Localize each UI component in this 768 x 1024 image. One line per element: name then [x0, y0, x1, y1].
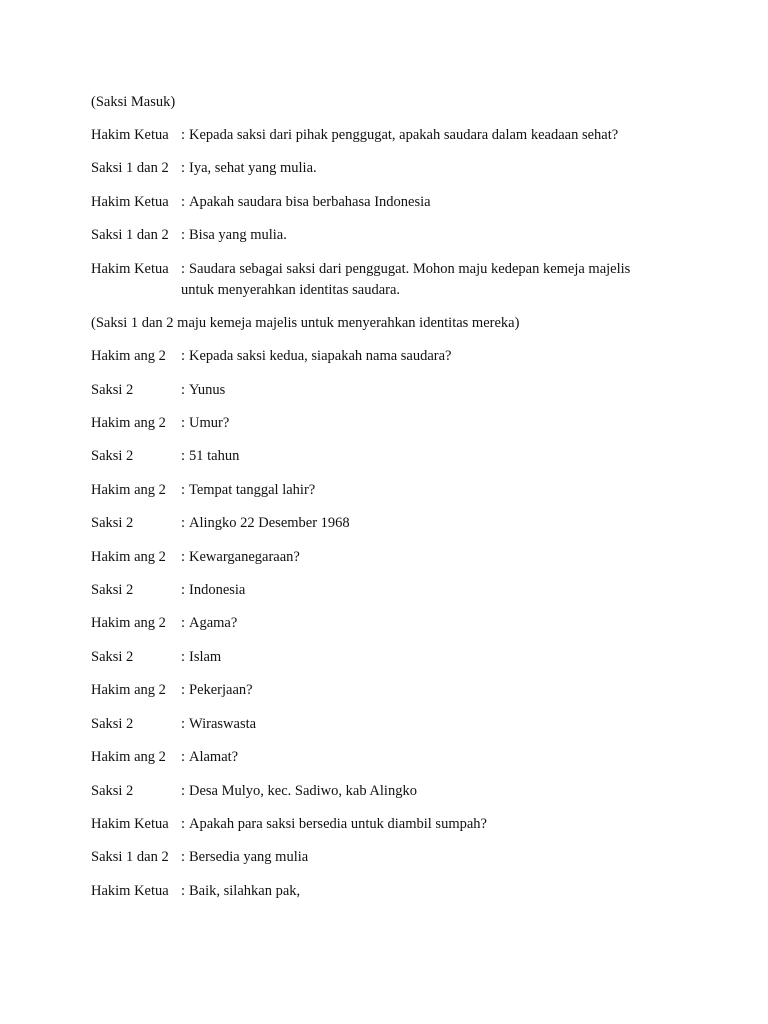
speaker-label: Hakim Ketua: [91, 883, 169, 899]
speaker-label: Saksi 2: [91, 515, 134, 531]
speaker-label: Hakim Ketua: [91, 127, 169, 143]
speaker-label: Saksi 1 dan 2: [91, 227, 169, 243]
speaker-label: Hakim ang 2: [91, 549, 166, 565]
utterance-text: Kepada saksi kedua, siapakah nama saudara?: [189, 348, 452, 364]
separator-colon: :: [181, 515, 186, 531]
speaker-label: Hakim Ketua: [91, 261, 169, 277]
separator-colon: :: [181, 348, 186, 364]
separator-colon: :: [181, 160, 186, 176]
separator-colon: :: [181, 615, 186, 631]
utterance-text: Baik, silahkan pak,: [189, 883, 301, 899]
speaker-label: Saksi 2: [91, 582, 134, 598]
separator-colon: :: [181, 783, 186, 799]
speaker-label: Saksi 2: [91, 382, 134, 398]
separator-colon: :: [181, 549, 186, 565]
separator-colon: :: [181, 716, 186, 732]
utterance-text: Bersedia yang mulia: [189, 849, 309, 865]
utterance-text: Indonesia: [189, 582, 246, 598]
speaker-label: Saksi 2: [91, 649, 134, 665]
speaker-label: Hakim ang 2: [91, 749, 166, 765]
separator-colon: :: [181, 482, 186, 498]
utterance-text: Kewarganegaraan?: [189, 549, 300, 565]
utterance-text: Islam: [189, 649, 222, 665]
separator-colon: :: [181, 227, 186, 243]
utterance-text: Apakah para saksi bersedia untuk diambil sumpah?: [189, 816, 487, 832]
separator-colon: :: [181, 261, 186, 277]
speaker-label: Hakim ang 2: [91, 615, 166, 631]
speaker-label: Saksi 2: [91, 716, 134, 732]
speaker-label: Saksi 2: [91, 783, 134, 799]
utterance-text: Agama?: [189, 615, 238, 631]
utterance-text: Umur?: [189, 415, 230, 431]
separator-colon: :: [181, 749, 186, 765]
speaker-label: Hakim Ketua: [91, 816, 169, 832]
separator-colon: :: [181, 127, 186, 143]
separator-colon: :: [181, 448, 186, 464]
utterance-text: Apakah saudara bisa berbahasa Indonesia: [189, 194, 431, 210]
utterance-text: Wiraswasta: [189, 716, 257, 732]
utterance-text: Pekerjaan?: [189, 682, 253, 698]
utterance-text: Bisa yang mulia.: [189, 227, 287, 243]
separator-colon: :: [181, 649, 186, 665]
speaker-label: Saksi 1 dan 2: [91, 849, 169, 865]
utterance-text: Yunus: [189, 382, 226, 398]
separator-colon: :: [181, 194, 186, 210]
speaker-label: Hakim ang 2: [91, 415, 166, 431]
utterance-text: Iya, sehat yang mulia.: [189, 160, 317, 176]
utterance-text: Tempat tanggal lahir?: [189, 482, 316, 498]
separator-colon: :: [181, 582, 186, 598]
utterance-text: Desa Mulyo, kec. Sadiwo, kab Alingko: [189, 783, 417, 799]
separator-colon: :: [181, 849, 186, 865]
separator-colon: :: [181, 415, 186, 431]
utterance-text: Alingko 22 Desember 1968: [189, 515, 350, 531]
separator-colon: :: [181, 682, 186, 698]
separator-colon: :: [181, 816, 186, 832]
speaker-label: Saksi 1 dan 2: [91, 160, 169, 176]
separator-colon: :: [181, 883, 186, 899]
utterance-text: Kepada saksi dari pihak penggugat, apakah saudara dalam keadaan sehat?: [189, 127, 619, 143]
speaker-label: Hakim ang 2: [91, 482, 166, 498]
utterance-text: 51 tahun: [189, 448, 240, 464]
speaker-label: Hakim Ketua: [91, 194, 169, 210]
utterance-text: Alamat?: [189, 749, 239, 765]
utterance-continuation: untuk menyerahkan identitas saudara.: [181, 282, 401, 298]
stage-direction-maju-kemeja: (Saksi 1 dan 2 maju kemeja majelis untuk menyerahkan identitas mereka): [91, 315, 520, 331]
utterance-text: Saudara sebagai saksi dari penggugat. Mohon maju kedepan kemeja majelis: [189, 261, 631, 277]
separator-colon: :: [181, 382, 186, 398]
speaker-label: Hakim ang 2: [91, 682, 166, 698]
stage-direction-saksi-masuk: (Saksi Masuk): [91, 94, 176, 110]
speaker-label: Hakim ang 2: [91, 348, 166, 364]
speaker-label: Saksi 2: [91, 448, 134, 464]
